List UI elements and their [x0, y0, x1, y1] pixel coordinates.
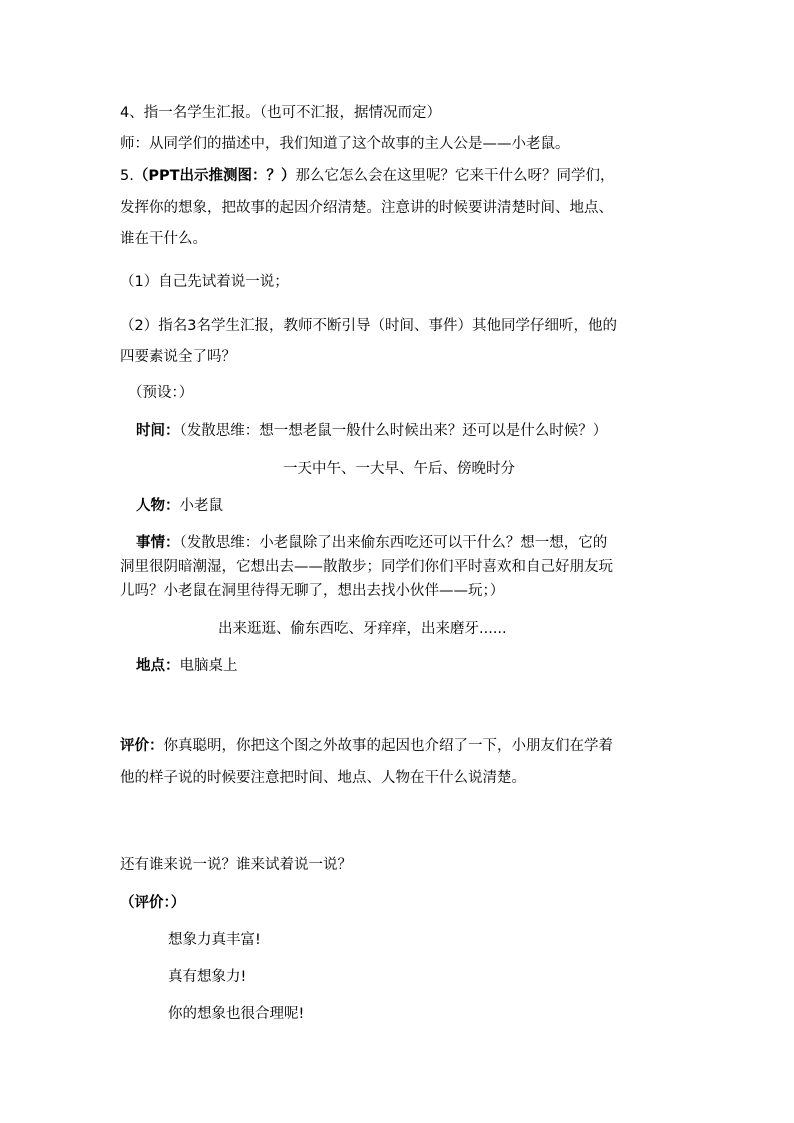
step-5-line-2: 发挥你的想象，把故事的起因介绍清楚。注意讲的时候要讲清楚时间、地点、 [120, 200, 613, 216]
step-5-text: 那么它怎么会在这里呢？它来干什么呀？同学们， [295, 168, 615, 184]
person-text: 小老鼠 [179, 498, 223, 514]
praise-3: 你的想象也很合理呢! [168, 1006, 305, 1022]
evaluation-text-1: 你真聪明，你把这个图之外故事的起因也介绍了一下，小朋友们在学着 [163, 738, 613, 754]
event-text-1: （发散思维：小老鼠除了出来偷东西吃还可以干什么？想一想，它的 [179, 535, 608, 551]
praise-2: 真有想象力! [168, 969, 247, 985]
person-label: 人物： [136, 498, 180, 514]
praise-1: 想象力真丰富! [168, 932, 261, 948]
teacher-line: 师：从同学们的描述中，我们知道了这个故事的主人公是——小老鼠。 [120, 136, 570, 152]
time-answer: 一天中午、一大早、午后、傍晚时分 [283, 461, 515, 477]
event-answer: 出来逛逛、偷东西吃、牙痒痒，出来磨牙...... [218, 621, 507, 637]
step-4-line: 4、指一名学生汇报。（也可不汇报，据情况而定） [120, 105, 441, 121]
substep-2-line-1: （2）指名3名学生汇报，教师不断引导（时间、事件）其他同学仔细听，他的 [120, 318, 617, 334]
event-line-2: 洞里很阴暗潮湿，它想出去——散散步；同学们你们平时喜欢和自己好朋友玩 [120, 559, 613, 575]
event-line-1 [136, 533, 607, 553]
evaluation-2-label: （评价：） [120, 895, 186, 911]
place-text: 电脑桌上 [179, 658, 238, 674]
event-label: 事情： [136, 535, 180, 551]
evaluation-line-1 [120, 736, 613, 756]
time-line [136, 421, 607, 441]
event-line-3: 儿吗？小老鼠在洞里待得无聊了，想出去找小伙伴——玩；） [120, 583, 505, 599]
evaluation-label: 评价： [120, 738, 164, 754]
step-5-number: 5. [120, 168, 134, 184]
substep-1: （1）自己先试着说一说； [120, 274, 289, 290]
place-label: 地点： [136, 658, 180, 674]
evaluation-line-2: 他的样子说的时候要注意把时间、地点、人物在干什么说清楚。 [120, 770, 526, 786]
more-question: 还有谁来说一说？谁来试着说一说？ [120, 857, 352, 873]
step-5-line-3: 谁在干什么。 [120, 231, 207, 247]
step-5-line [120, 166, 615, 186]
time-label: 时间： [136, 423, 180, 439]
ppt-note: （PPT出示推测图：？） [133, 168, 296, 184]
substep-2-line-2: 四要素说全了吗？ [120, 349, 236, 365]
person-line [136, 496, 223, 516]
preset-label: （预设：） [128, 385, 194, 401]
time-text: （发散思维：想一想老鼠一般什么时候出来？还可以是什么时候？） [179, 423, 608, 439]
place-line [136, 656, 238, 676]
